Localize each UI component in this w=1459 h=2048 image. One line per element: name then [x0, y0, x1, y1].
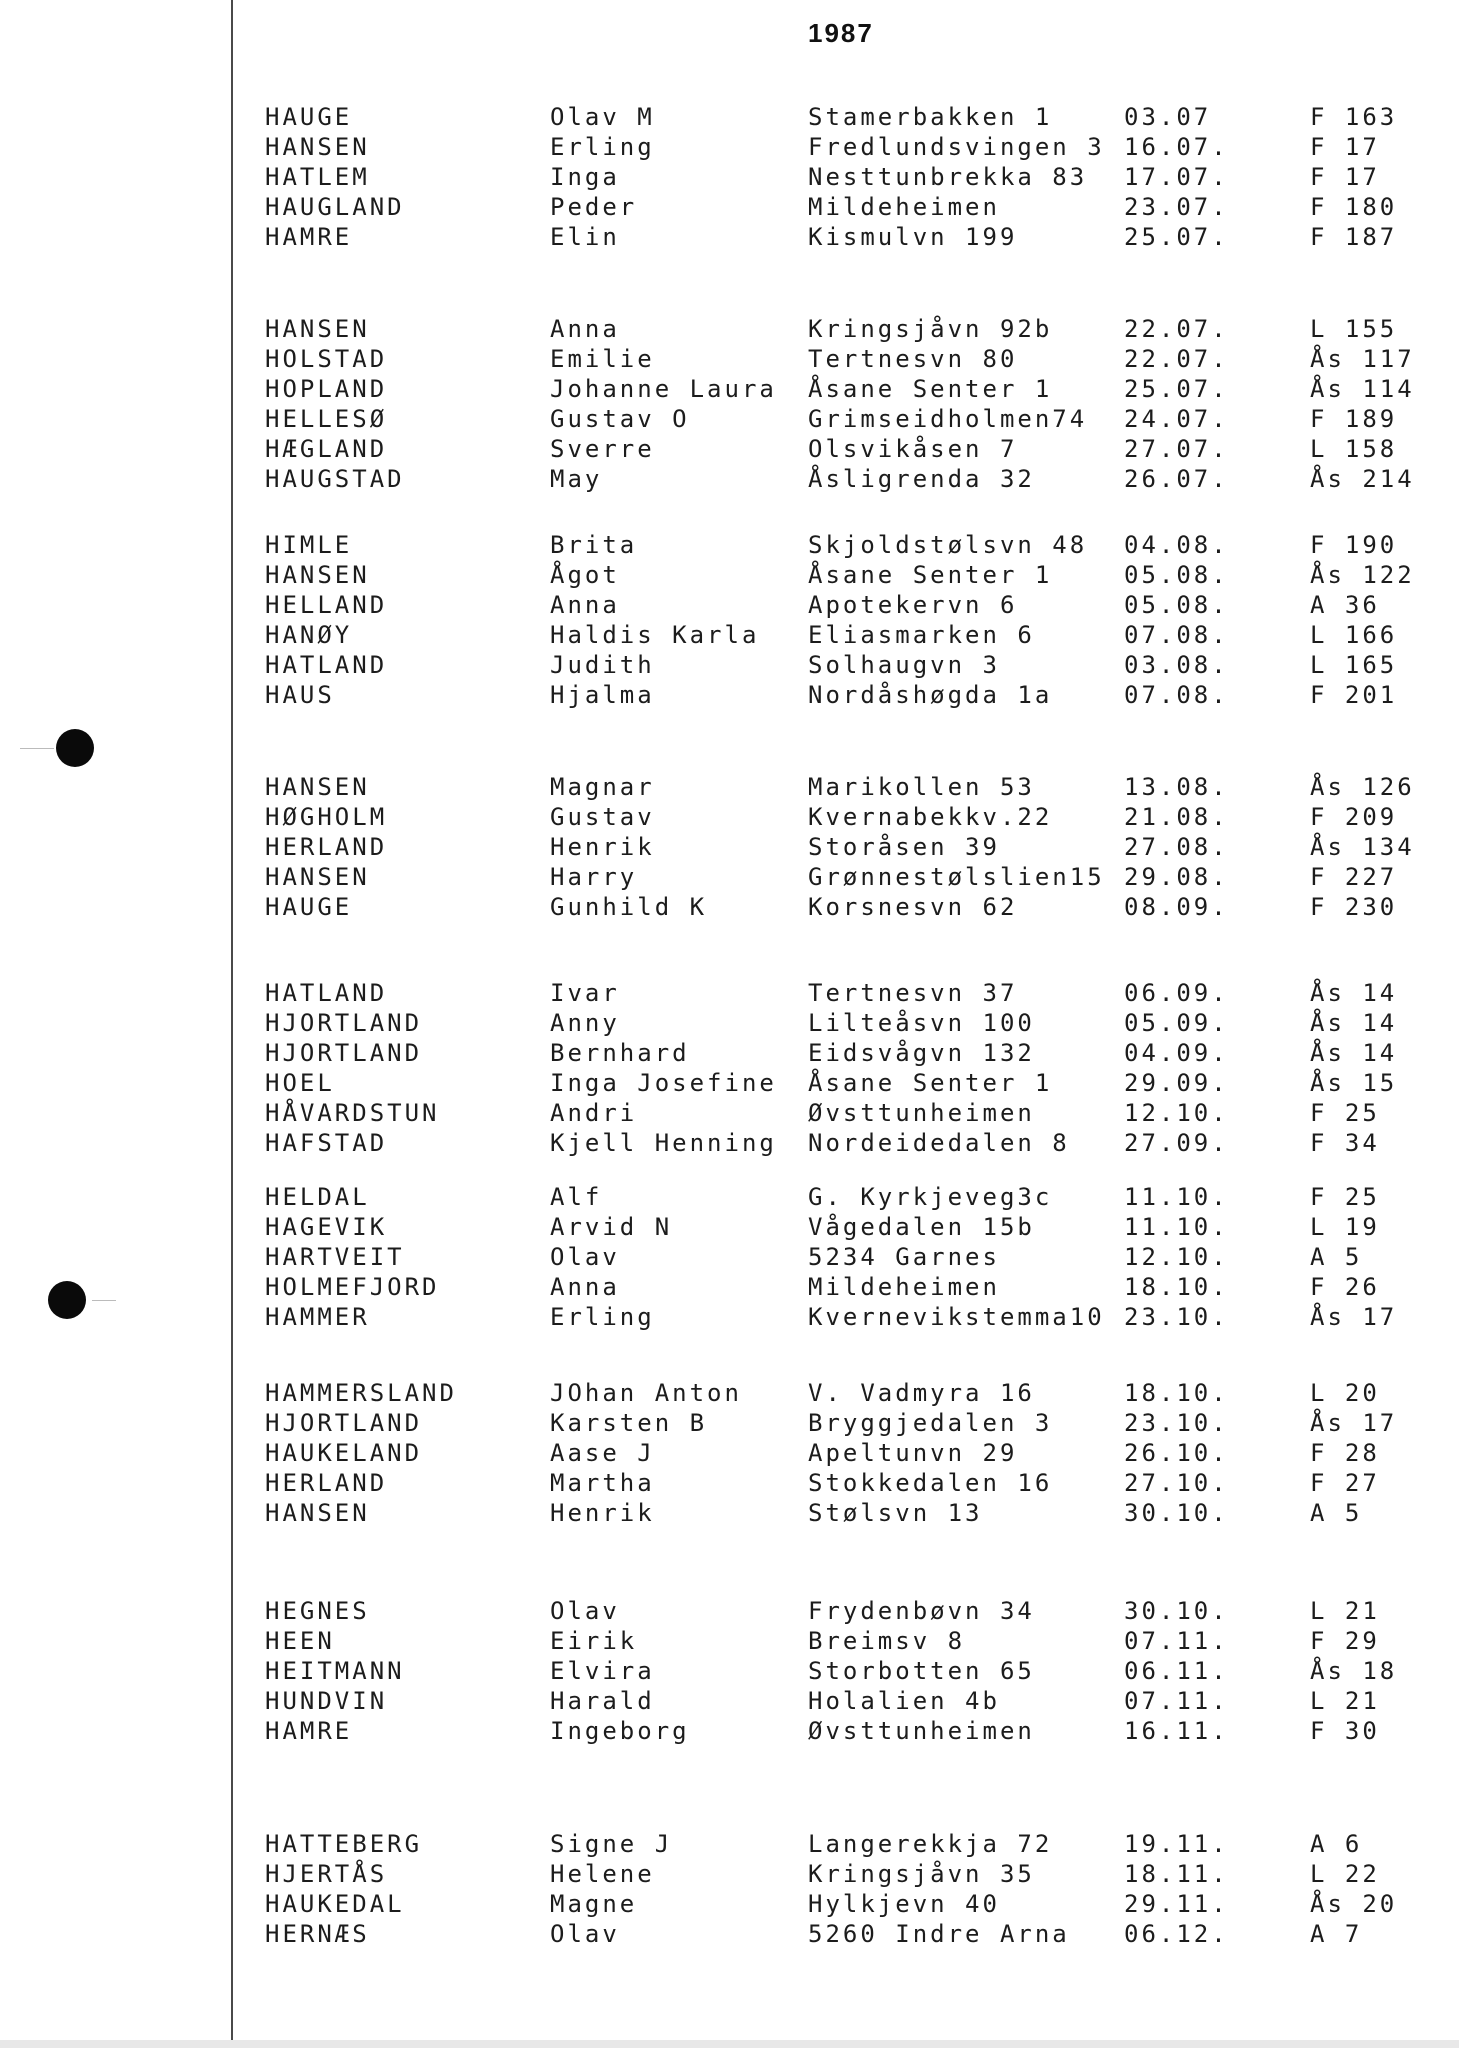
entry-last-name: HAUGE	[265, 103, 353, 131]
register-row	[0, 1038, 1459, 1068]
entry-last-name: HAUGE	[265, 893, 353, 921]
register-row	[0, 530, 1459, 560]
entry-address: Kismulvn 199	[808, 223, 1018, 251]
register-row	[0, 1626, 1459, 1656]
entry-first-name: Kjell Henning	[550, 1129, 777, 1157]
entry-address: Åsligrenda 32	[808, 465, 1035, 493]
entry-address: Mildeheimen	[808, 193, 1000, 221]
entry-first-name: Olav	[550, 1243, 620, 1271]
entry-address: Storbotten 65	[808, 1657, 1035, 1685]
register-row	[0, 1242, 1459, 1272]
entry-code: L 22	[1310, 1860, 1380, 1888]
entry-date: 03.08.	[1124, 651, 1229, 679]
entry-address: Nordåshøgda 1a	[808, 681, 1053, 709]
entry-last-name: HÅVARDSTUN	[265, 1099, 440, 1127]
entry-first-name: Bernhard	[550, 1039, 690, 1067]
entry-date: 04.09.	[1124, 1039, 1229, 1067]
register-row	[0, 560, 1459, 590]
entry-last-name: HJERTÅS	[265, 1860, 388, 1888]
entry-code: Ås 117	[1310, 345, 1415, 373]
entry-code: L 165	[1310, 651, 1398, 679]
entry-first-name: Anna	[550, 591, 620, 619]
entry-first-name: Judith	[550, 651, 655, 679]
entry-code: Ås 214	[1310, 465, 1415, 493]
entry-last-name: HEGNES	[265, 1597, 370, 1625]
entry-address: Mildeheimen	[808, 1273, 1000, 1301]
entry-address: Bryggjedalen 3	[808, 1409, 1053, 1437]
entry-address: V. Vadmyra 16	[808, 1379, 1035, 1407]
entry-date: 25.07.	[1124, 375, 1229, 403]
entry-code: Ås 20	[1310, 1890, 1398, 1918]
entry-first-name: Emilie	[550, 345, 655, 373]
entry-last-name: HÆGLAND	[265, 435, 388, 463]
entry-address: Marikollen 53	[808, 773, 1035, 801]
entry-code: Ås 126	[1310, 773, 1415, 801]
entry-address: Holalien 4b	[808, 1687, 1000, 1715]
entry-code: F 209	[1310, 803, 1398, 831]
entry-address: Storåsen 39	[808, 833, 1000, 861]
entry-address: Kringsjåvn 35	[808, 1860, 1035, 1888]
entry-last-name: HAUKELAND	[265, 1439, 423, 1467]
entry-address: Olsvikåsen 7	[808, 435, 1018, 463]
entry-code: Ås 17	[1310, 1303, 1398, 1331]
entry-code: F 190	[1310, 531, 1398, 559]
entry-last-name: HAUGLAND	[265, 193, 405, 221]
entry-date: 23.10.	[1124, 1303, 1229, 1331]
entry-code: F 201	[1310, 681, 1398, 709]
entry-code: A 7	[1310, 1920, 1363, 1948]
entry-address: Breimsv 8	[808, 1627, 966, 1655]
entry-last-name: HOPLAND	[265, 375, 388, 403]
entry-date: 27.09.	[1124, 1129, 1229, 1157]
entry-address: Skjoldstølsvn 48	[808, 531, 1088, 559]
entry-date: 08.09.	[1124, 893, 1229, 921]
register-row	[0, 1182, 1459, 1212]
register-row	[0, 1128, 1459, 1158]
register-row	[0, 680, 1459, 710]
register-row	[0, 162, 1459, 192]
entry-date: 29.09.	[1124, 1069, 1229, 1097]
entry-address: Tertnesvn 80	[808, 345, 1018, 373]
register-row	[0, 102, 1459, 132]
entry-date: 07.08.	[1124, 621, 1229, 649]
entry-first-name: Gunhild K	[550, 893, 708, 921]
entry-date: 03.07	[1124, 103, 1212, 131]
register-row	[0, 1829, 1459, 1859]
entry-last-name: HEITMANN	[265, 1657, 405, 1685]
entry-last-name: HAMMERSLAND	[265, 1379, 457, 1407]
entry-first-name: Elin	[550, 223, 620, 251]
entry-address: Eidsvågvn 132	[808, 1039, 1035, 1067]
entry-date: 25.07.	[1124, 223, 1229, 251]
entry-address: Fredlundsvingen 3	[808, 133, 1105, 161]
entry-date: 12.10.	[1124, 1243, 1229, 1271]
entry-first-name: Gustav	[550, 803, 655, 831]
entry-code: L 166	[1310, 621, 1398, 649]
register-row	[0, 1008, 1459, 1038]
entry-code: A 5	[1310, 1499, 1363, 1527]
entry-last-name: HANSEN	[265, 1499, 370, 1527]
entry-date: 18.11.	[1124, 1860, 1229, 1888]
entry-code: L 158	[1310, 435, 1398, 463]
entry-date: 06.11.	[1124, 1657, 1229, 1685]
register-row	[0, 1859, 1459, 1889]
entry-last-name: HELDAL	[265, 1183, 370, 1211]
entry-address: 5260 Indre Arna	[808, 1920, 1070, 1948]
entry-first-name: Gustav O	[550, 405, 690, 433]
entry-address: Vågedalen 15b	[808, 1213, 1035, 1241]
entry-code: F 25	[1310, 1099, 1380, 1127]
entry-date: 26.10.	[1124, 1439, 1229, 1467]
entry-address: Stølsvn 13	[808, 1499, 983, 1527]
entry-last-name: HELLAND	[265, 591, 388, 619]
entry-address: Nordeidedalen 8	[808, 1129, 1070, 1157]
entry-last-name: HATLEM	[265, 163, 370, 191]
entry-last-name: HUNDVIN	[265, 1687, 388, 1715]
entry-date: 27.08.	[1124, 833, 1229, 861]
entry-first-name: Hjalma	[550, 681, 655, 709]
entry-first-name: Harald	[550, 1687, 655, 1715]
register-row	[0, 590, 1459, 620]
entry-code: Ås 14	[1310, 1039, 1398, 1067]
entry-first-name: May	[550, 465, 603, 493]
entry-code: L 155	[1310, 315, 1398, 343]
register-row	[0, 1468, 1459, 1498]
entry-date: 27.07.	[1124, 435, 1229, 463]
entry-code: F 230	[1310, 893, 1398, 921]
entry-code: F 25	[1310, 1183, 1380, 1211]
entry-date: 16.07.	[1124, 133, 1229, 161]
entry-address: Solhaugvn 3	[808, 651, 1000, 679]
entry-address: Hylkjevn 40	[808, 1890, 1000, 1918]
entry-first-name: Aase J	[550, 1439, 655, 1467]
register-row	[0, 132, 1459, 162]
entry-date: 16.11.	[1124, 1717, 1229, 1745]
register-row	[0, 1272, 1459, 1302]
entry-code: L 21	[1310, 1687, 1380, 1715]
register-row	[0, 404, 1459, 434]
entry-date: 30.10.	[1124, 1597, 1229, 1625]
entry-last-name: HATLAND	[265, 979, 388, 1007]
entry-date: 29.08.	[1124, 863, 1229, 891]
entry-last-name: HAUKEDAL	[265, 1890, 405, 1918]
entry-last-name: HANSEN	[265, 863, 370, 891]
entry-first-name: Karsten B	[550, 1409, 708, 1437]
entry-code: L 20	[1310, 1379, 1380, 1407]
entry-first-name: Arvid N	[550, 1213, 673, 1241]
entry-first-name: Alf	[550, 1183, 603, 1211]
register-row	[0, 1302, 1459, 1332]
entry-date: 23.10.	[1124, 1409, 1229, 1437]
entry-last-name: HARTVEIT	[265, 1243, 405, 1271]
entry-date: 29.11.	[1124, 1890, 1229, 1918]
entry-date: 21.08.	[1124, 803, 1229, 831]
register-row	[0, 832, 1459, 862]
entry-last-name: HERLAND	[265, 1469, 388, 1497]
entry-first-name: Johanne Laura	[550, 375, 777, 403]
entry-first-name: Anna	[550, 315, 620, 343]
entry-first-name: Martha	[550, 1469, 655, 1497]
entry-first-name: Peder	[550, 193, 638, 221]
register-row	[0, 1068, 1459, 1098]
entry-date: 05.09.	[1124, 1009, 1229, 1037]
register-row	[0, 1498, 1459, 1528]
entry-code: Ås 17	[1310, 1409, 1398, 1437]
entry-last-name: HATLAND	[265, 651, 388, 679]
entry-last-name: HJORTLAND	[265, 1009, 423, 1037]
register-row	[0, 434, 1459, 464]
entry-code: F 180	[1310, 193, 1398, 221]
entry-first-name: Eirik	[550, 1627, 638, 1655]
entry-last-name: HAMRE	[265, 1717, 353, 1745]
entry-address: Kvernevikstemma10	[808, 1303, 1105, 1331]
entry-address: G. Kyrkjeveg3c	[808, 1183, 1053, 1211]
register-row	[0, 650, 1459, 680]
entry-date: 11.10.	[1124, 1183, 1229, 1211]
entry-address: Øvsttunheimen	[808, 1099, 1035, 1127]
page-year: 1987	[808, 18, 874, 48]
register-row	[0, 772, 1459, 802]
register-row	[0, 464, 1459, 494]
entry-code: Ås 15	[1310, 1069, 1398, 1097]
entry-date: 11.10.	[1124, 1213, 1229, 1241]
entry-first-name: Haldis Karla	[550, 621, 760, 649]
entry-first-name: Brita	[550, 531, 638, 559]
register-row	[0, 1596, 1459, 1626]
entry-first-name: Inga Josefine	[550, 1069, 777, 1097]
entry-last-name: HANSEN	[265, 561, 370, 589]
register-row	[0, 1656, 1459, 1686]
entry-code: Ås 14	[1310, 979, 1398, 1007]
entry-last-name: HANØY	[265, 621, 353, 649]
entry-first-name: Erling	[550, 1303, 655, 1331]
entry-address: Kvernabekkv.22	[808, 803, 1053, 831]
entry-date: 12.10.	[1124, 1099, 1229, 1127]
entry-address: Øvsttunheimen	[808, 1717, 1035, 1745]
entry-code: A 5	[1310, 1243, 1363, 1271]
register-row	[0, 1408, 1459, 1438]
entry-first-name: Elvira	[550, 1657, 655, 1685]
entry-last-name: HERLAND	[265, 833, 388, 861]
entry-date: 24.07.	[1124, 405, 1229, 433]
entry-last-name: HAUS	[265, 681, 335, 709]
entry-date: 13.08.	[1124, 773, 1229, 801]
entry-code: F 28	[1310, 1439, 1380, 1467]
entry-last-name: HAUGSTAD	[265, 465, 405, 493]
entry-date: 06.12.	[1124, 1920, 1229, 1948]
entry-last-name: HELLESØ	[265, 405, 388, 433]
entry-code: F 163	[1310, 103, 1398, 131]
entry-address: Eliasmarken 6	[808, 621, 1035, 649]
entry-last-name: HAMMER	[265, 1303, 370, 1331]
entry-date: 07.08.	[1124, 681, 1229, 709]
entry-code: F 30	[1310, 1717, 1380, 1745]
entry-first-name: Harry	[550, 863, 638, 891]
register-row	[0, 374, 1459, 404]
entry-first-name: Anny	[550, 1009, 620, 1037]
entry-code: F 227	[1310, 863, 1398, 891]
entry-last-name: HANSEN	[265, 773, 370, 801]
register-row	[0, 1378, 1459, 1408]
entry-address: Stokkedalen 16	[808, 1469, 1053, 1497]
register-row	[0, 1716, 1459, 1746]
entry-date: 05.08.	[1124, 591, 1229, 619]
entry-code: F 17	[1310, 163, 1380, 191]
entry-address: Åsane Senter 1	[808, 375, 1053, 403]
entry-first-name: Inga	[550, 163, 620, 191]
entry-first-name: JOhan Anton	[550, 1379, 742, 1407]
entry-first-name: Olav	[550, 1920, 620, 1948]
register-row	[0, 1889, 1459, 1919]
register-row	[0, 344, 1459, 374]
entry-last-name: HØGHOLM	[265, 803, 388, 831]
entry-last-name: HJORTLAND	[265, 1039, 423, 1067]
entry-address: Grønnestølslien15	[808, 863, 1105, 891]
entry-last-name: HATTEBERG	[265, 1830, 423, 1858]
register-row	[0, 192, 1459, 222]
entry-last-name: HAGEVIK	[265, 1213, 388, 1241]
entry-code: Ås 114	[1310, 375, 1415, 403]
register-row	[0, 620, 1459, 650]
entry-address: Frydenbøvn 34	[808, 1597, 1035, 1625]
entry-date: 18.10.	[1124, 1379, 1229, 1407]
entry-code: A 36	[1310, 591, 1380, 619]
entry-date: 07.11.	[1124, 1627, 1229, 1655]
entry-first-name: Andri	[550, 1099, 638, 1127]
entry-date: 23.07.	[1124, 193, 1229, 221]
entry-first-name: Henrik	[550, 1499, 655, 1527]
entry-address: Langerekkja 72	[808, 1830, 1053, 1858]
register-row	[0, 1212, 1459, 1242]
register-row	[0, 802, 1459, 832]
entry-last-name: HOLMEFJORD	[265, 1273, 440, 1301]
entry-date: 22.07.	[1124, 345, 1229, 373]
register-row	[0, 892, 1459, 922]
entry-first-name: Anna	[550, 1273, 620, 1301]
entry-code: F 29	[1310, 1627, 1380, 1655]
entry-code: L 21	[1310, 1597, 1380, 1625]
entry-address: Lilteåsvn 100	[808, 1009, 1035, 1037]
entry-address: Tertnesvn 37	[808, 979, 1018, 1007]
entry-address: Apeltunvn 29	[808, 1439, 1018, 1467]
entry-first-name: Magne	[550, 1890, 638, 1918]
entry-address: 5234 Garnes	[808, 1243, 1000, 1271]
register-row	[0, 978, 1459, 1008]
register-row	[0, 862, 1459, 892]
entry-date: 06.09.	[1124, 979, 1229, 1007]
entry-date: 07.11.	[1124, 1687, 1229, 1715]
entry-code: L 19	[1310, 1213, 1380, 1241]
register-row	[0, 314, 1459, 344]
entry-address: Apotekervn 6	[808, 591, 1018, 619]
entry-date: 22.07.	[1124, 315, 1229, 343]
register-row	[0, 1686, 1459, 1716]
entry-code: F 26	[1310, 1273, 1380, 1301]
entry-code: Ås 122	[1310, 561, 1415, 589]
entry-first-name: Helene	[550, 1860, 655, 1888]
entry-last-name: HJORTLAND	[265, 1409, 423, 1437]
entry-date: 27.10.	[1124, 1469, 1229, 1497]
entry-last-name: HAFSTAD	[265, 1129, 388, 1157]
entry-date: 19.11.	[1124, 1830, 1229, 1858]
entry-address: Åsane Senter 1	[808, 1069, 1053, 1097]
entry-code: F 189	[1310, 405, 1398, 433]
entry-code: Ås 14	[1310, 1009, 1398, 1037]
entry-first-name: Ågot	[550, 561, 620, 589]
entry-date: 26.07.	[1124, 465, 1229, 493]
entry-first-name: Ivar	[550, 979, 620, 1007]
register-row	[0, 1919, 1459, 1949]
entry-last-name: HIMLE	[265, 531, 353, 559]
entry-first-name: Magnar	[550, 773, 655, 801]
entry-code: F 187	[1310, 223, 1398, 251]
entry-address: Korsnesvn 62	[808, 893, 1018, 921]
register-row	[0, 1098, 1459, 1128]
register-row	[0, 1438, 1459, 1468]
entry-last-name: HAMRE	[265, 223, 353, 251]
entry-code: Ås 134	[1310, 833, 1415, 861]
register-row	[0, 222, 1459, 252]
entry-code: A 6	[1310, 1830, 1363, 1858]
entry-code: Ås 18	[1310, 1657, 1398, 1685]
entry-address: Grimseidholmen74	[808, 405, 1088, 433]
entry-date: 30.10.	[1124, 1499, 1229, 1527]
entry-first-name: Ingeborg	[550, 1717, 690, 1745]
entry-first-name: Erling	[550, 133, 655, 161]
entry-address: Stamerbakken 1	[808, 103, 1053, 131]
entry-last-name: HERNÆS	[265, 1920, 370, 1948]
entry-address: Åsane Senter 1	[808, 561, 1053, 589]
entry-date: 18.10.	[1124, 1273, 1229, 1301]
entry-first-name: Sverre	[550, 435, 655, 463]
entry-last-name: HANSEN	[265, 133, 370, 161]
entry-last-name: HOLSTAD	[265, 345, 388, 373]
entry-last-name: HEEN	[265, 1627, 335, 1655]
entry-date: 05.08.	[1124, 561, 1229, 589]
entry-last-name: HANSEN	[265, 315, 370, 343]
entry-date: 04.08.	[1124, 531, 1229, 559]
entry-code: F 27	[1310, 1469, 1380, 1497]
entry-first-name: Olav	[550, 1597, 620, 1625]
entry-first-name: Henrik	[550, 833, 655, 861]
entry-date: 17.07.	[1124, 163, 1229, 191]
entry-first-name: Olav M	[550, 103, 655, 131]
entry-address: Nesttunbrekka 83	[808, 163, 1088, 191]
entry-first-name: Signe J	[550, 1830, 673, 1858]
entry-code: F 17	[1310, 133, 1380, 161]
entry-code: F 34	[1310, 1129, 1380, 1157]
entry-last-name: HOEL	[265, 1069, 335, 1097]
entry-address: Kringsjåvn 92b	[808, 315, 1053, 343]
